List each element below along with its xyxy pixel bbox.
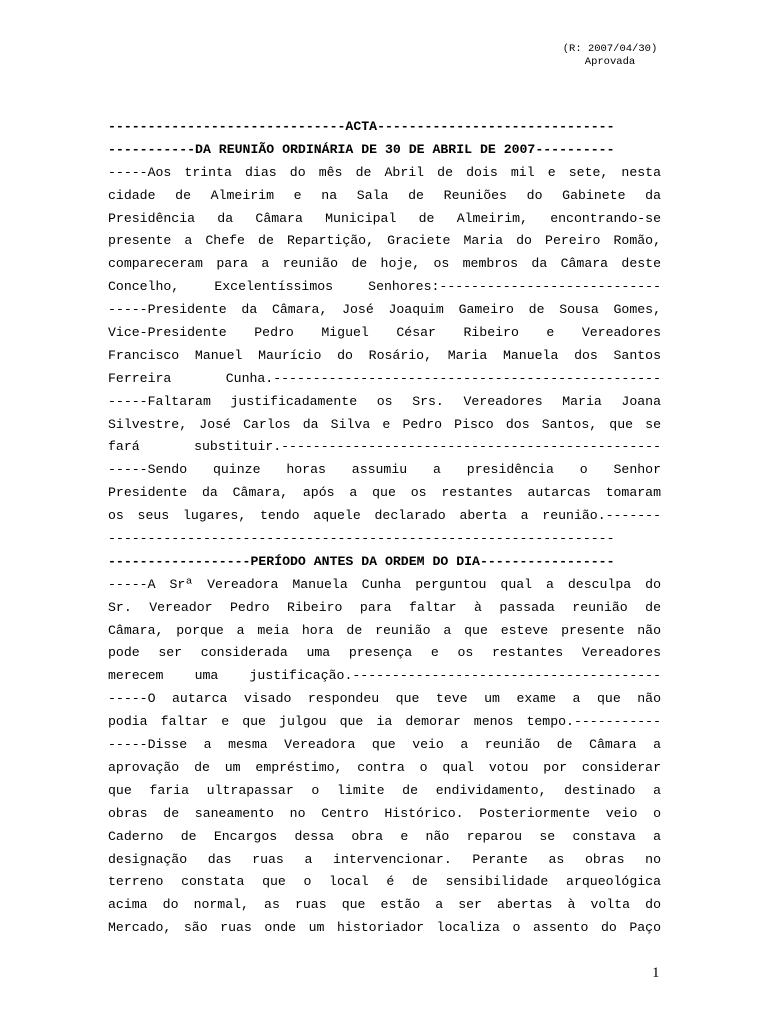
- text-line: merecem uma justificação.---------------------------------------: [108, 668, 661, 684]
- text-line: Presidência da Câmara Municipal de Almeirim, encontrando-se: [108, 210, 661, 226]
- text-line: -----Faltaram justificadamente os Srs. Vereadores Maria Joana: [108, 393, 661, 409]
- text-line: Vice-Presidente Pedro Miguel César Ribeiro e Vereadores: [108, 325, 661, 341]
- text-line: pode ser considerada uma presença e os restantes Vereadores: [108, 645, 661, 661]
- text-line: Presidente da Câmara, após a que os restantes autarcas tomaram: [108, 485, 661, 501]
- revision-date: (R: 2007/04/30): [562, 43, 658, 55]
- text-line: presente a Chefe de Repartição, Graciete Maria do Pereiro Romão,: [108, 233, 661, 249]
- text-line: Ferreira Cunha.-------------------------------------------------: [108, 370, 661, 386]
- approval-status: Aprovada: [584, 56, 636, 68]
- text-line: aprovação de um empréstimo, contra o qual votou por considerar: [108, 759, 661, 775]
- page-number: 1: [652, 965, 660, 981]
- section-heading-line: -----------DA REUNIÃO ORDINÁRIA DE 30 DE ABRIL DE 2007----------: [108, 141, 615, 157]
- text-line: compareceram para a reunião de hoje, os membros da Câmara deste: [108, 256, 661, 272]
- text-line: Caderno de Encargos dessa obra e não reparou se constava a: [108, 828, 661, 844]
- approval-stamp: [520, 43, 700, 69]
- text-line: acima do normal, as ruas que estão a ser abertas à volta do: [108, 897, 661, 913]
- text-line: fará substituir.------------------------------------------------: [108, 439, 661, 455]
- text-line: designação das ruas a intervencionar. Perante as obras no: [108, 851, 661, 867]
- text-line: Concelho, Excelentíssimos Senhores:----------------------------: [108, 279, 661, 295]
- text-line: cidade de Almeirim e na Sala de Reuniões do Gabinete da: [108, 187, 661, 203]
- text-line: -----A Srª Vereadora Manuela Cunha perguntou qual a desculpa do: [108, 576, 661, 592]
- text-line: os seus lugares, tendo aquele declarado aberta a reunião.-------: [108, 508, 661, 524]
- text-line: Câmara, porque a meia hora de reunião a que esteve presente não: [108, 622, 661, 638]
- text-line: Francisco Manuel Maurício do Rosário, Maria Manuela dos Santos: [108, 347, 661, 363]
- text-line: terreno constata que o local é de sensibilidade arqueológica: [108, 874, 661, 890]
- text-line: ----------------------------------------------------------------: [108, 531, 615, 547]
- text-line: Silvestre, José Carlos da Silva e Pedro Pisco dos Santos, que se: [108, 416, 661, 432]
- text-line: -----Aos trinta dias do mês de Abril de dois mil e sete, nesta: [108, 164, 661, 180]
- text-line: que faria ultrapassar o limite de endividamento, destinado a: [108, 782, 661, 798]
- text-line: -----O autarca visado respondeu que teve um exame a que não: [108, 691, 661, 707]
- text-line: Mercado, são ruas onde um historiador localiza o assento do Paço: [108, 920, 661, 936]
- section-heading-line: ------------------PERÍODO ANTES DA ORDEM DO DIA-----------------: [108, 553, 615, 569]
- text-line: obras de saneamento no Centro Histórico. Posteriormente veio o: [108, 805, 661, 821]
- text-line: podia faltar e que julgou que ia demorar menos tempo.-----------: [108, 714, 661, 730]
- text-line: -----Disse a mesma Vereadora que veio a reunião de Câmara a: [108, 737, 661, 753]
- text-line: Sr. Vereador Pedro Ribeiro para faltar à passada reunião de: [108, 599, 661, 615]
- minutes-body: [108, 116, 661, 940]
- text-line: -----Presidente da Câmara, José Joaquim Gameiro de Sousa Gomes,: [108, 302, 661, 318]
- text-line: -----Sendo quinze horas assumiu a presidência o Senhor: [108, 462, 661, 478]
- section-heading-line: ------------------------------ACTA------------------------------: [108, 119, 615, 134]
